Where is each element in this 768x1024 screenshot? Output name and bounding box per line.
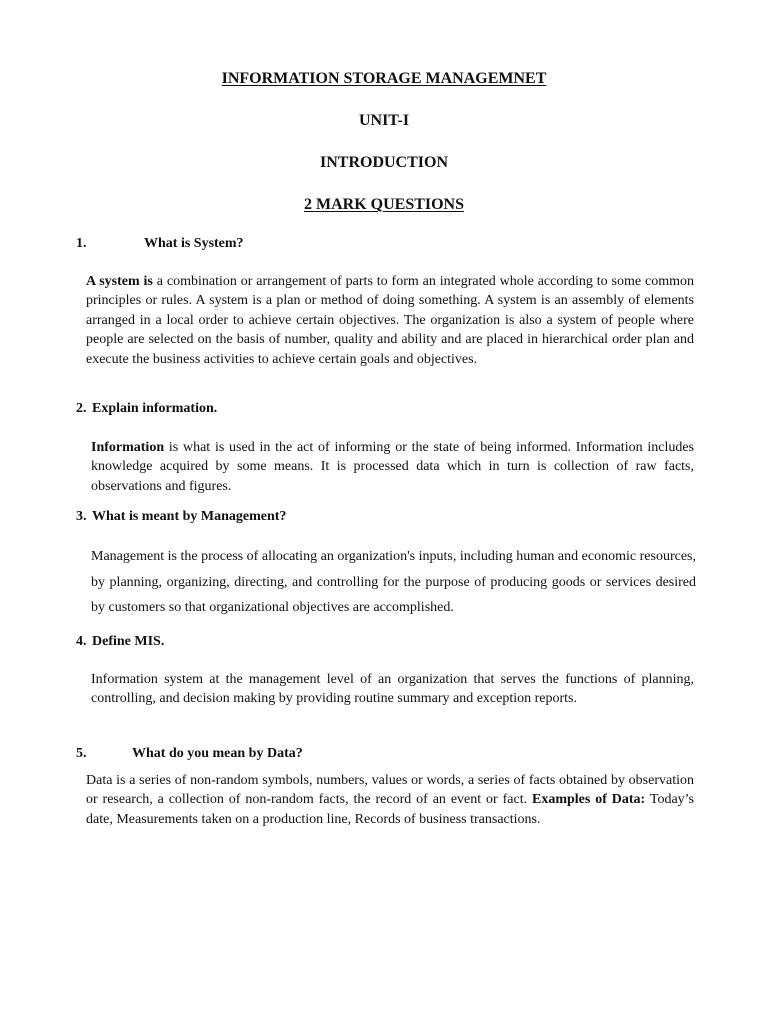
answer-4 <box>91 670 694 709</box>
question-2-number: 2. <box>76 401 87 416</box>
answer-1-term: A system is <box>86 274 153 289</box>
question-1-number: 1. <box>76 236 87 251</box>
answer-5-examples-text: Today’s date, Measurements taken on a production line, Records of business transactions. <box>86 792 694 827</box>
question-5-number: 5. <box>76 746 87 761</box>
answer-3 <box>91 544 696 621</box>
question-2 <box>76 401 217 417</box>
question-5-text: What do you mean by Data? <box>132 746 303 761</box>
answer-1 <box>86 272 694 369</box>
question-4 <box>76 634 164 650</box>
question-3-text: What is meant by Management? <box>92 509 287 524</box>
subsection-heading: 2 MARK QUESTIONS <box>303 196 465 213</box>
answer-5-examples-label: Examples of Data: <box>531 792 646 808</box>
answer-2 <box>91 438 694 496</box>
answer-2-term: Information <box>91 440 165 455</box>
question-3-number: 3. <box>76 509 87 524</box>
question-1-text: What is System? <box>144 236 244 251</box>
document-title: INFORMATION STORAGE MANAGEMNET <box>221 70 547 87</box>
question-4-number: 4. <box>76 634 87 649</box>
answer-3-text: Management is the process of allocating an organization's inputs, including human and economic resources, by planning, organizing, directing, and controlling for the purpose of producing goods or services desired by customers so that organizational objectives are accomplished. <box>91 549 696 615</box>
answer-5-text: Data is a series of non-random symbols, numbers, values or words, a series of facts obtained by observation or research, a collection of non-random facts, the record of an event or fact. <box>86 773 694 808</box>
unit-heading: UNIT-I <box>358 112 410 129</box>
question-1 <box>76 236 244 252</box>
question-5 <box>76 746 303 762</box>
question-4-text: Define MIS. <box>92 634 165 649</box>
answer-5 <box>86 771 694 829</box>
section-heading: INTRODUCTION <box>319 154 448 171</box>
answer-2-text: is what is used in the act of informing or the state of being informed. Information includes knowledge acquired by some means. It is processed data which in turn is collection of raw facts, observations and figures. <box>91 440 694 494</box>
answer-1-text: a combination or arrangement of parts to form an integrated whole according to some common principles or rules. A system is a plan or method of doing something. A system is an assembly of elements arranged in a local order to achieve certain objectives. The organization is also a system of people where people are selected on the basis of number, quality and ability and are placed in hierarchical order plan and execute the business activities to achieve certain goals and objectives. <box>86 274 694 367</box>
question-2-text: Explain information. <box>92 401 218 416</box>
answer-4-text: Information system at the management level of an organization that serves the functions of planning, controlling, and decision making by providing routine summary and exception reports. <box>91 672 694 707</box>
question-3 <box>76 509 286 525</box>
